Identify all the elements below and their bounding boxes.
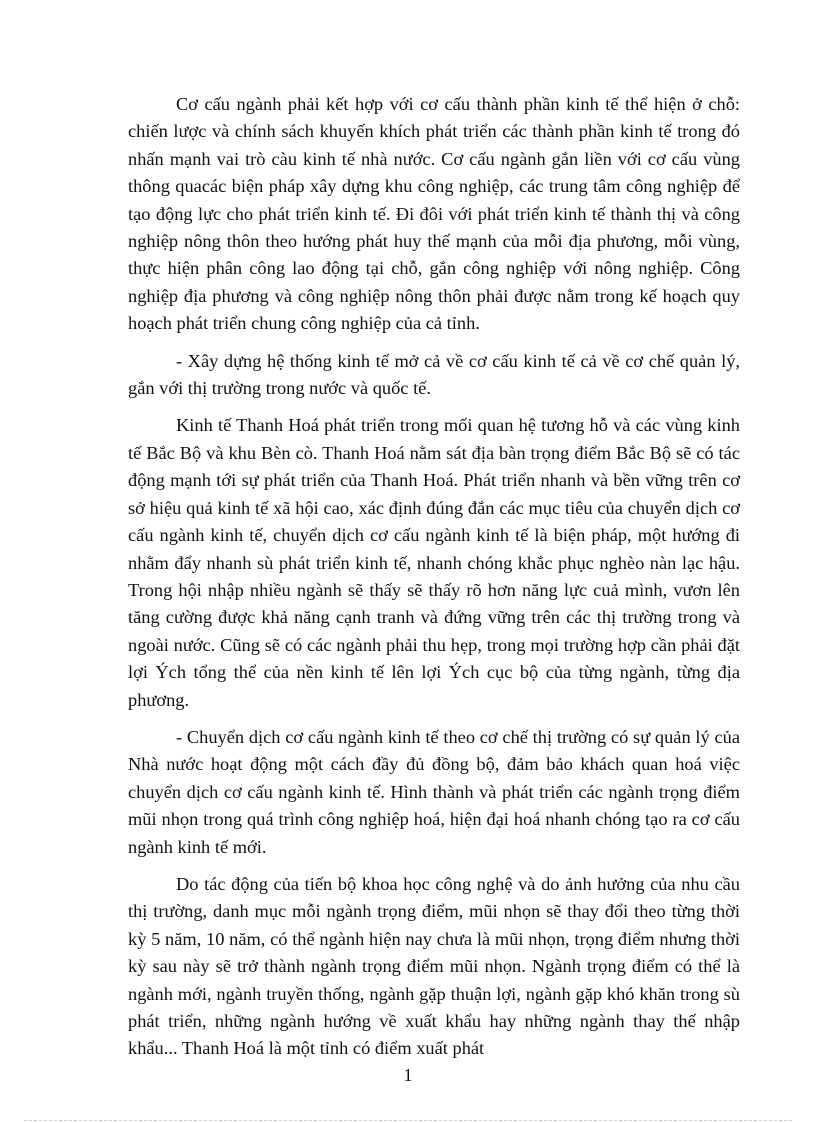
paragraph-1: Cơ cấu ngành phải kết hợp với cơ cấu thành phần kinh tế thể hiện ở chỗ: chiến lược và chính sách khuyến khích phát triển các thành phần kinh tế trong đó nhấn mạnh vai trò càu kinh tế nhà nước. Cơ cấu ngành gắn liền với cơ cấu vùng thông quacác biện pháp xây dựng khu công nghiệp, các trung tâm công nghiệp để tạo động lực cho phát triển kinh tế. Đi đôi với phát triển kinh tế thành thị và công nghiệp nông thôn theo hướng phát huy thế mạnh của mỗi địa phương, mỗi vùng, thực hiện phân công lao động tại chỗ, gắn công nghiệp với nông nghiệp. Công nghiệp địa phương và công nghiệp nông thôn phải được nằm trong kế hoạch quy hoạch phát triển chung công nghiệp của cả tỉnh. (128, 94, 740, 334)
paragraph-3: Kinh tế Thanh Hoá phát triển trong mối quan hệ tương hỗ và các vùng kinh tế Bắc Bộ và khu Bèn cò. Thanh Hoá nằm sát địa bàn trọng điểm Bắc Bộ sẽ có tác động mạnh tới sự phát triển của Thanh Hoá. Phát triển nhanh và bền vững trên cơ sở hiệu quả kinh tế xã hội cao, xác định đúng đắn các mục tiêu của chuyển dịch cơ cấu ngành kinh tế, chuyển dịch cơ cấu ngành kinh tế là biện pháp, một hướng đi nhằm đẩy nhanh sù phát triển kinh tế, nhanh chóng khắc phục nghèo nàn lạc hậu. Trong hội nhập nhiều ngành sẽ thấy sẽ thấy rõ hơn năng lực cuả mình, vươn lên tăng cường được khả năng cạnh tranh và đứng vững trên các thị trường trong và ngoài nước. Cũng sẽ có các ngành phải thu hẹp, trong mọi trường hợp cần phải đặt lợi Ých tổng thể của nền kinh tế lên lợi Ých cục bộ của từng ngành, từng địa phương. (128, 415, 740, 710)
page-bottom-divider (24, 1120, 792, 1121)
paragraph-4: - Chuyển dịch cơ cấu ngành kinh tế theo cơ chế thị trường có sự quản lý của Nhà nước hoạt động một cách đầy đủ đồng bộ, đảm bảo khách quan hoá việc chuyển dịch cơ cấu ngành kinh tế. Hình thành và phát triển các ngành trọng điểm mũi nhọn trong quá trình công nghiệp hoá, hiện đại hoá nhanh chóng tạo ra cơ cấu ngành kinh tế mới. (128, 726, 740, 857)
paragraph-2: - Xây dựng hệ thống kinh tế mở cả về cơ cấu kinh tế cả về cơ chế quản lý, gắn với thị trường trong nước và quốc tế. (128, 350, 740, 399)
paragraph-5: Do tác động của tiến bộ khoa học công nghệ và do ảnh hưởng của nhu cầu thị trường, danh mục mỗi ngành trọng điểm, mũi nhọn sẽ thay đổi theo từng thời kỳ 5 năm, 10 năm, có thể ngành hiện nay chưa là mũi nhọn, trọng điểm nhưng thời kỳ sau này sẽ trở thành ngành trọng điểm mũi nhọn. Ngành trọng điểm có thể là ngành mới, ngành truyền thống, ngành gặp thuận lợi, ngành gặp khó khăn trong sù phát triển, những ngành hướng về xuất khẩu hay những ngành thay thế nhập khẩu... Thanh Hoá là một tỉnh có điểm xuất phát (128, 873, 740, 1059)
document-body (128, 91, 740, 1073)
page-number: 1 (403, 1065, 413, 1085)
